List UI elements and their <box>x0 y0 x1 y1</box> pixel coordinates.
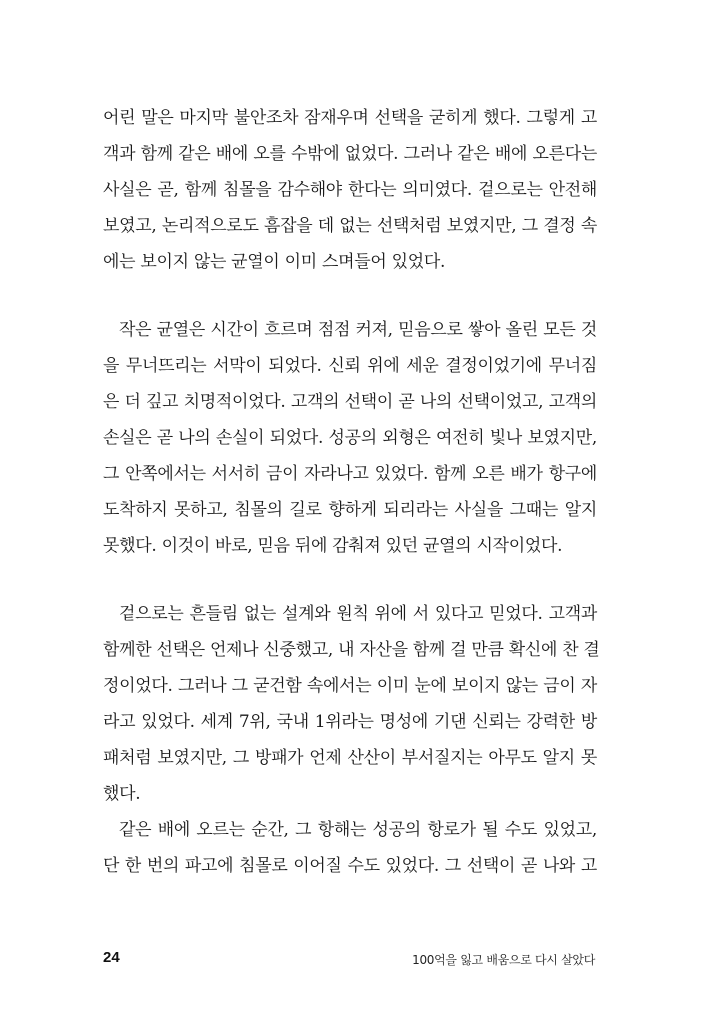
text-line: 도착하지 못하고, 침몰의 길로 향하게 되리라는 사실을 그때는 알지 <box>103 500 597 520</box>
text-line: 같은 배에 오르는 순간, 그 항해는 성공의 항로가 될 수도 있었고, <box>119 820 597 840</box>
text-line: 작은 균열은 시간이 흐르며 점점 커져, 믿음으로 쌓아 올린 모든 것 <box>119 320 597 340</box>
paragraph-2 <box>103 312 597 564</box>
paragraph-3 <box>103 596 600 812</box>
text-line: 객과 함께 같은 배에 오를 수밖에 없었다. 그러나 같은 배에 오른다는 <box>103 144 597 164</box>
text-line: 못했다. 이것이 바로, 믿음 뒤에 감춰져 있던 균열의 시작이었다. <box>103 536 563 556</box>
text-line: 정이었다. 그러나 그 굳건함 속에서는 이미 눈에 보이지 않는 금이 자 <box>103 676 597 696</box>
paragraph-gap <box>103 280 597 312</box>
paragraph-1 <box>103 100 597 280</box>
text-line: 어린 말은 마지막 불안조차 잠재우며 선택을 굳히게 했다. 그렇게 고 <box>103 108 597 128</box>
text-line: 에는 보이지 않는 균열이 이미 스며들어 있었다. <box>103 252 446 272</box>
text-line: 겉으로는 흔들림 없는 설계와 원칙 위에 서 있다고 믿었다. 고객과 <box>119 604 597 624</box>
page-number: 24 <box>103 949 120 966</box>
text-line: 패처럼 보였지만, 그 방패가 언제 산산이 부서질지는 아무도 알지 못 <box>103 748 597 768</box>
running-footer-title: 100억을 잃고 배움으로 다시 살았다 <box>412 953 595 967</box>
text-line: 라고 있었다. 세계 7위, 국내 1위라는 명성에 기댄 신뢰는 강력한 방 <box>103 712 597 732</box>
text-line: 사실은 곧, 함께 침몰을 감수해야 한다는 의미였다. 겉으로는 안전해 <box>103 180 597 200</box>
text-line: 보였고, 논리적으로도 흠잡을 데 없는 선택처럼 보였지만, 그 결정 속 <box>103 216 597 236</box>
text-line: 을 무너뜨리는 서막이 되었다. 신뢰 위에 세운 결정이었기에 무너짐 <box>103 356 597 376</box>
text-line: 은 더 깊고 치명적이었다. 고객의 선택이 곧 나의 선택이었고, 고객의 <box>103 392 597 412</box>
body-text <box>103 100 600 884</box>
paragraph-4 <box>103 812 597 884</box>
text-line: 했다. <box>103 784 141 804</box>
text-line: 손실은 곧 나의 손실이 되었다. 성공의 외형은 여전히 빛나 보였지만, <box>103 428 597 448</box>
text-line: 함께한 선택은 언제나 신중했고, 내 자산을 함께 걸 만큼 확신에 찬 결 <box>103 640 600 660</box>
paragraph-gap <box>103 564 597 596</box>
text-line: 그 안쪽에서는 서서히 금이 자라나고 있었다. 함께 오른 배가 항구에 <box>103 464 597 484</box>
text-line: 단 한 번의 파고에 침몰로 이어질 수도 있었다. 그 선택이 곧 나와 고 <box>103 856 597 876</box>
